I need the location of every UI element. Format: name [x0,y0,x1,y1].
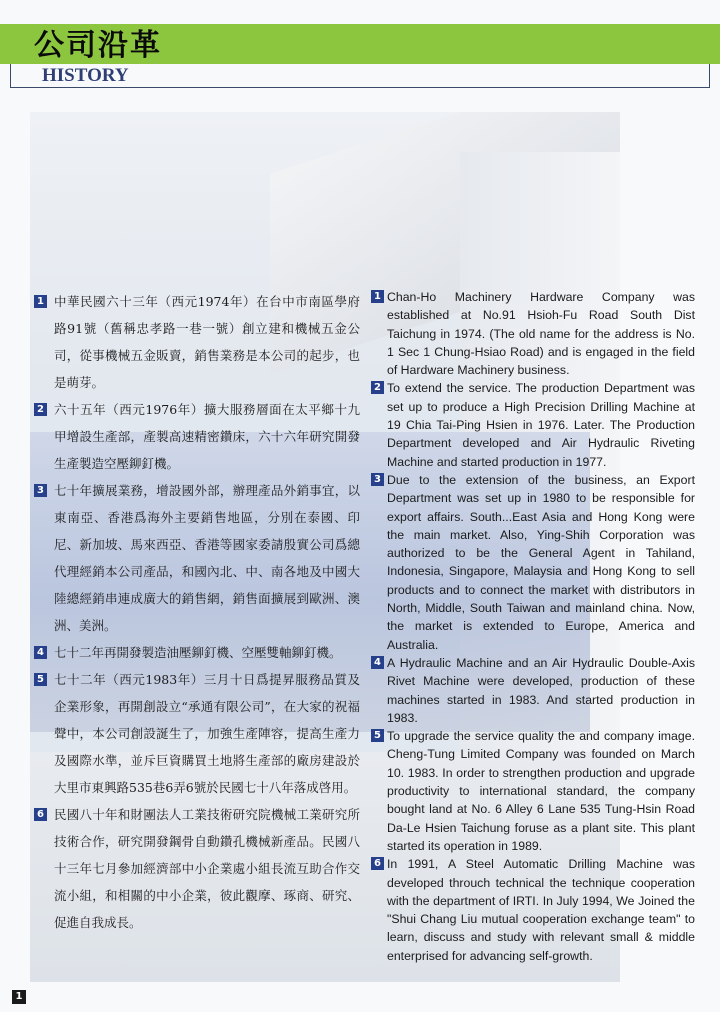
item-number-badge: 5 [34,673,47,686]
item-number-badge: 6 [371,857,384,870]
item-number-badge: 3 [371,473,384,486]
item-number-badge: 3 [34,484,47,497]
item-number-badge: 1 [34,295,47,308]
item-number-badge: 4 [34,646,47,659]
history-item-zh [34,639,360,666]
history-item-text: In 1991, A Steel Automatic Drilling Machine was developed throuch technical the technique cooperation with the department of IRTI. In July 1994, We Joined the "Shui Chang Liu mutual cooperation exchange team" to learn, discuss and study with relevant small & middle enterprised for advancing self-growth. [387,857,695,963]
history-item-text: To upgrade the service quality the and company image. Cheng-Tung Limited Company was founded on March 10. 1983. In order to strengthen production and upgrade productivity to international standard, the company bought land at No. 6 Alley 6 Lane 535 Tung-Hsin Road Da-Le Hsien Taichung foruse as a plant site. This plant started its operation in 1989. [387,729,695,853]
history-item-text: 中華民國六十三年（西元1974年）在台中市南區學府路91號（舊稱忠孝路一巷一號）創立建和機械五金公司，從事機械五金販賣，銷售業務是本公司的起步，也是萌芽。 [54,294,360,390]
history-item-en [371,727,695,855]
history-item-text: Chan-Ho Machinery Hardware Company was established at No.91 Hsioh-Fu Road South Dist Taichung in 1974. (The old name for the address is No. 1 Sec 1 Chung-Hsiao Road) and is engaged in the field of Hardware Machinery business. [387,290,695,378]
history-column-chinese [34,288,360,936]
item-number-badge: 4 [371,656,384,669]
history-item-zh [34,801,360,936]
history-item-en [371,855,695,965]
history-item-text: A Hydraulic Machine and an Air Hydraulic Double-Axis Rivet Machine were developed, production of these machines started in 1983. And started production in 1983. [387,655,695,725]
history-item-text: Due to the extension of the business, an Export Department was set up in 1980 to be responsible for export affairs. South...East Asia and Hong Kong were the main market. Also, Ying-Shih Corporation was authorized to be the General Agent in Tahiland, Indonesia, Singapore, Malaysia and Hong Kong to sell products and to connect the market with distributors in North, Middle, South Taiwan and mainland china. Now, the market is extended to Europe, America and Australia. [387,472,695,652]
item-number-badge: 5 [371,729,384,742]
history-item-text: 六十五年（西元1976年）擴大服務層面在太平鄉十九甲增設生產部，產製高速精密鑽床，六十六年研究開發生產製造空壓鉚釘機。 [54,402,360,471]
history-item-zh [34,396,360,477]
history-item-en [371,379,695,470]
history-item-text: 七十二年（西元1983年）三月十日爲提昇服務品質及企業形象，再開創設立“承通有限公司”，在大家的祝福聲中，本公司創設誕生了，加強生產陣容，提高生產力及國際水準，並斥巨資購買土地將生產部的廠房建設於大里市東興路535巷6弄6號於民國七十八年落成啓用。 [54,672,360,795]
history-item-zh [34,477,360,639]
history-item-en [371,654,695,727]
history-item-en [371,471,695,654]
history-item-en [371,288,695,379]
history-item-zh [34,666,360,801]
item-number-badge: 2 [34,403,47,416]
page-title-chinese: 公司沿革 [34,28,162,63]
page-title-english: HISTORY [42,65,129,86]
item-number-badge: 2 [371,381,384,394]
item-number-badge: 1 [371,290,384,303]
history-item-text: To extend the service. The production Department was set up to produce a High Precision Drilling Machine at 19 Chia Tai-Ping Hsien in 1976. Later. The Production Department developed and Air Hydraulic Riveting Machine and started production in 1977. [387,381,695,469]
history-item-text: 七十二年再開發製造油壓鉚釘機、空壓雙軸鉚釘機。 [54,645,342,660]
history-item-text: 七十年擴展業務，增設國外部，辦理產品外銷事宜，以東南亞、香港爲海外主要銷售地區，分別在泰國、印尼、新加坡、馬來西亞、香港等國家委請殷實公司爲總代理經銷本公司產品，和國內北、中、南各地及中國大陸總經銷串連成廣大的銷售網，銷售面擴展到歐洲、澳洲、美洲。 [54,483,360,633]
history-item-zh [34,288,360,396]
item-number-badge: 6 [34,808,47,821]
history-item-text: 民國八十年和財團法人工業技術研究院機械工業研究所技術合作，研究開發鋼骨自動鑽孔機械新產品。民國八十三年七月參加經濟部中小企業處小組長流互助合作交流小組，和相關的中小企業，彼此觀摩、琢商、研究、促進自我成長。 [54,807,360,930]
page-number: 1 [12,990,26,1004]
history-column-english [371,288,695,965]
